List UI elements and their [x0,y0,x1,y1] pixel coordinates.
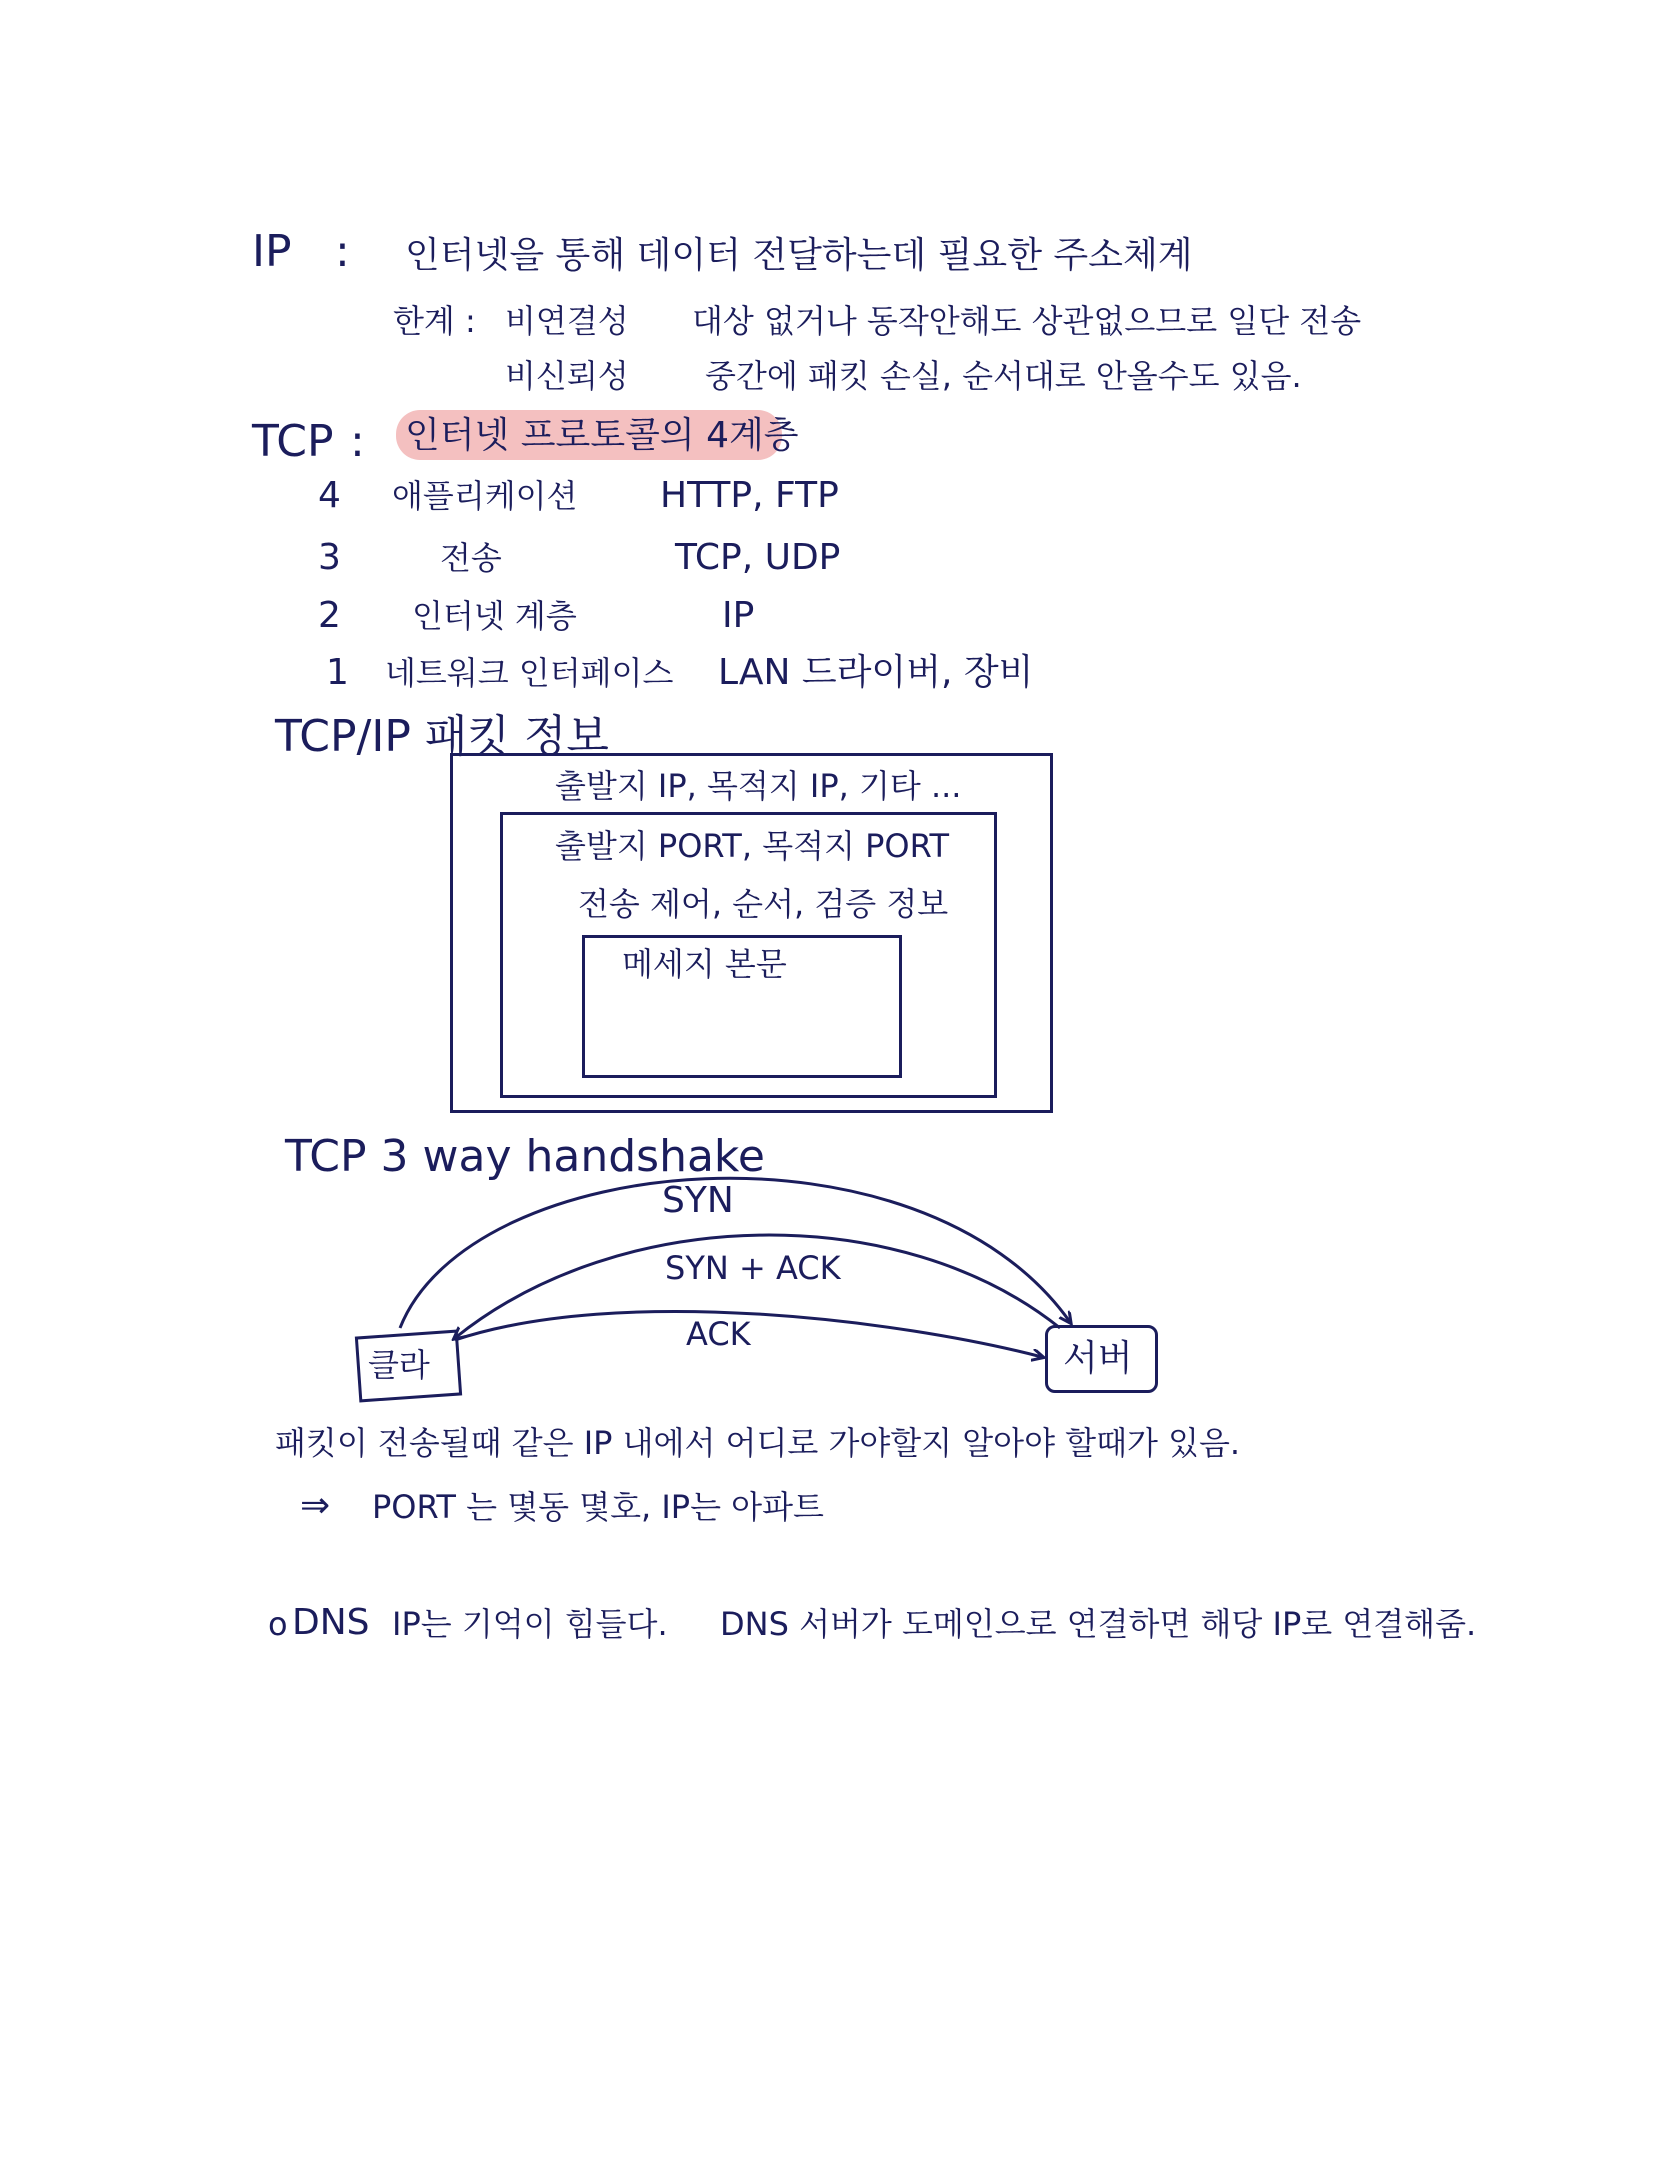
ip-limit1-term: 비연결성 [505,302,629,340]
client-label: 클라 [368,1346,430,1384]
layer-1-name: 네트워크 인터페이스 [385,654,674,692]
ip-limit-label: 한계 : [393,302,476,340]
tcp-label: TCP [252,416,334,467]
packet-inner-text: 메세지 본문 [622,945,787,983]
tcp-heading: 인터넷 프로토콜의 4계층 [405,415,799,456]
layer-2-name: 인터넷 계층 [412,597,577,635]
dns-text1: IP는 기억이 힘들다. [392,1605,668,1643]
layer-3-num: 3 [318,537,341,578]
layer-1-proto: LAN 드라이버, 장비 [718,652,1034,693]
ip-label: IP [252,226,292,277]
packet-middle-text2: 전송 제어, 순서, 검증 정보 [578,885,949,923]
ip-limit2-term: 비신뢰성 [505,357,629,395]
syn-label: SYN [662,1180,734,1221]
dns-label: DNS [292,1602,370,1643]
layer-3-proto: TCP, UDP [675,537,841,578]
ip-definition: 인터넷을 통해 데이터 전달하는데 필요한 주소체계 [405,235,1193,276]
packet-title: TCP/IP 패킷 정보 [275,711,609,762]
port-note-line1: 패킷이 전송될때 같은 IP 내에서 어디로 가야할지 알아야 할때가 있음. [275,1424,1241,1462]
tcp-colon: : [350,416,365,467]
ip-colon: : [335,226,350,277]
packet-outer-text: 출발지 IP, 목적지 IP, 기타 ... [555,767,962,805]
port-note-arrow: ⇒ [300,1485,331,1526]
layer-4-num: 4 [318,475,341,516]
ip-limit2-desc: 중간에 패킷 손실, 순서대로 안올수도 있음. [705,357,1302,395]
dns-text2: DNS 서버가 도메인으로 연결하면 해당 IP로 연결해줌. [720,1605,1477,1643]
layer-2-proto: IP [722,595,755,636]
handshake-title: TCP 3 way handshake [285,1131,765,1182]
ack-label: ACK [686,1315,751,1353]
layer-3-name: 전송 [440,539,502,577]
synack-label: SYN + ACK [665,1249,841,1287]
packet-middle-text1: 출발지 PORT, 목적지 PORT [555,827,950,865]
layer-4-proto: HTTP, FTP [660,475,839,516]
layer-1-num: 1 [326,652,349,693]
dns-bullet: o [268,1605,288,1643]
port-note-line2: PORT 는 몇동 몇호, IP는 아파트 [372,1488,824,1526]
layer-4-name: 애플리케이션 [392,477,578,515]
server-label: 서버 [1063,1338,1133,1379]
layer-2-num: 2 [318,595,341,636]
ip-limit1-desc: 대상 없거나 동작안해도 상관없으므로 일단 전송 [692,302,1362,340]
